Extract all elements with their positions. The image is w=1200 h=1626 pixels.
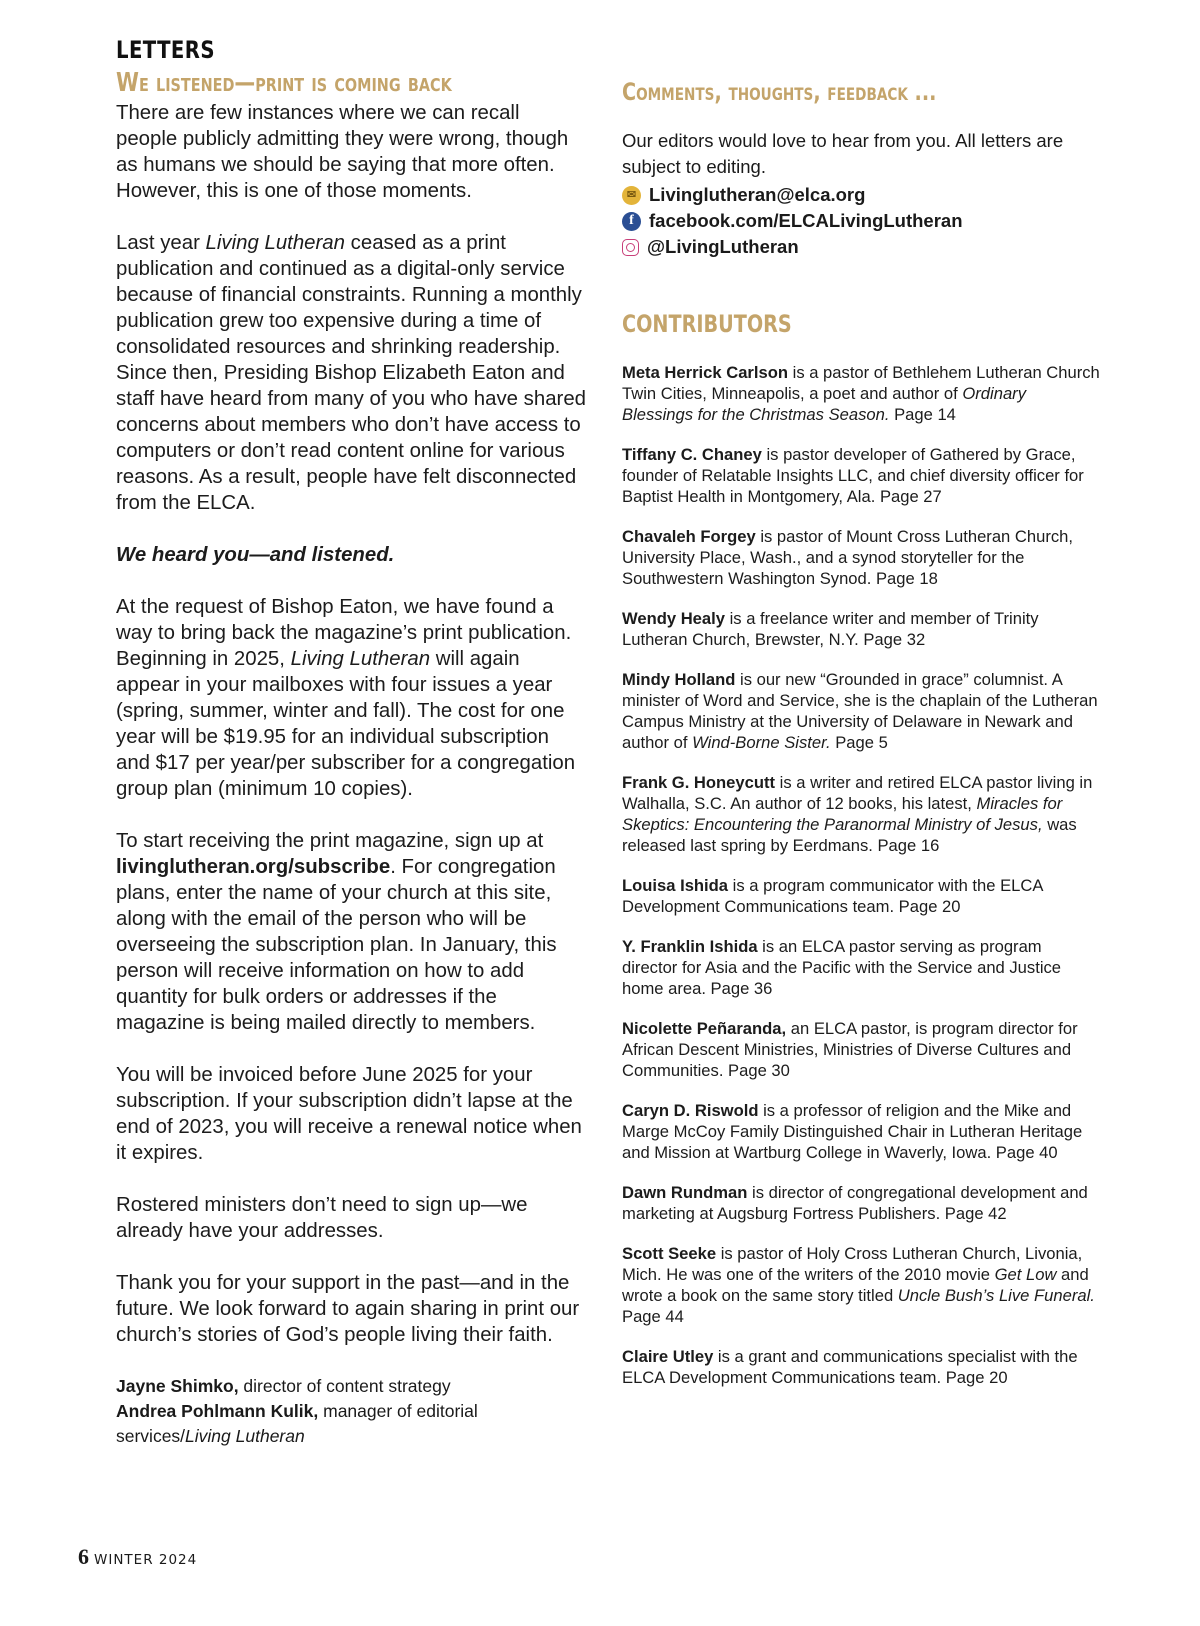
contributor-name: Scott Seeke: [622, 1244, 717, 1263]
contact-list: [622, 182, 1100, 260]
contributor-item: [622, 936, 1100, 999]
contributor-item: [622, 362, 1100, 425]
paragraph-text: There are few instances where we can recall people publicly admitting they were wrong, though as humans we should be saying that more often. However, this is one of those moments.: [116, 102, 569, 202]
paragraph-emphasis: We heard you—and listened.: [116, 544, 395, 566]
instagram-icon: [622, 239, 639, 256]
paragraph-text: At the request of Bishop Eaton, we have found a way to bring back the magazine’s print publication. Beginning in 2025,: [116, 596, 572, 670]
contributor-bio: is pastor developer of Gathered by Grace, founder of Relatable Insights LLC, and chief diversity officer for Baptist Health in Montgomery, Ala. Page 27: [622, 445, 1084, 506]
contributor-item: [622, 669, 1100, 753]
contributor-bio: Page 5: [830, 733, 888, 752]
contributor-bio: is pastor of Holy Cross Lutheran Church, Livonia, Mich. He was one of the writers of the 2010 movie: [622, 1244, 1083, 1284]
contributor-item: [622, 1243, 1100, 1327]
facebook-link[interactable]: facebook.com/ELCALivingLutheran: [649, 210, 963, 231]
contributor-name: Claire Utley: [622, 1347, 714, 1366]
contributor-name: Dawn Rundman: [622, 1183, 748, 1202]
contributor-item: [622, 608, 1100, 650]
contributor-bio: is director of congregational development and marketing at Augsburg Fortress Publishers. Page 42: [622, 1183, 1088, 1223]
article-headline: We listened—print is coming back: [116, 68, 452, 98]
subscribe-link[interactable]: livinglutheran.org/subscribe: [116, 856, 391, 878]
contributor-work-title: Ordinary Blessings for the Christmas Season.: [622, 384, 1027, 424]
instagram-link[interactable]: @LivingLutheran: [647, 236, 799, 257]
contributor-item: [622, 526, 1100, 589]
email-link[interactable]: Livinglutheran@elca.org: [649, 184, 866, 205]
contributor-bio: an ELCA pastor, is program director for African Descent Ministries, Ministries of Diverse Cultures and Communities. Page 30: [622, 1019, 1078, 1080]
signer-name: Jayne Shimko,: [116, 1376, 239, 1396]
contributor-bio: is a program communicator with the ELCA Development Communications team. Page 20: [622, 876, 1043, 916]
paragraph-text: Last year: [116, 232, 206, 254]
publication-title: Living Lutheran: [205, 232, 345, 254]
contributor-bio: is a freelance writer and member of Trinity Lutheran Church, Brewster, N.Y. Page 32: [622, 609, 1039, 649]
contributor-item: [622, 1182, 1100, 1224]
contributor-name: Tiffany C. Chaney: [622, 445, 762, 464]
paragraph-text: Thank you for your support in the past—and in the future. We look forward to again sharing in print our church’s stories of God’s people living their faith.: [116, 1272, 580, 1346]
contributors-heading: CONTRIBUTORS: [622, 310, 792, 338]
sidebar-column: [622, 78, 1100, 1407]
issue-label: WINTER 2024: [94, 1552, 198, 1568]
paragraph: [116, 230, 586, 516]
mail-icon: ✉: [622, 186, 641, 205]
paragraph: [116, 1062, 586, 1166]
contributor-bio: is a pastor of Bethlehem Lutheran Church Twin Cities, Minneapolis, a poet and author of: [622, 363, 1100, 403]
contributor-name: Mindy Holland: [622, 670, 736, 689]
paragraph: [116, 1192, 586, 1244]
paragraph: [116, 100, 586, 204]
contributor-item: [622, 1346, 1100, 1388]
contributor-bio: Page 14: [889, 405, 956, 424]
contributor-work-title: Wind-Borne Sister.: [692, 733, 831, 752]
contributor-bio: is our new “Grounded in grace” columnist. A minister of Word and Service, she is the chaplain of the Lutheran Campus Ministry at the University of Delaware in Newark and author of: [622, 670, 1098, 752]
contributor-bio: was released last spring by Eerdmans. Page 16: [622, 815, 1077, 855]
facebook-icon: f: [622, 212, 641, 231]
signer-role: director of content strategy: [238, 1376, 451, 1396]
contributor-bio: is a grant and communications specialist with the ELCA Development Communications team. Page 20: [622, 1347, 1078, 1387]
feedback-intro: Our editors would love to hear from you. All letters are subject to editing.: [622, 130, 1064, 177]
contributor-bio: is an ELCA pastor serving as program director for Asia and the Pacific with the Service and Justice home area. Page 36: [622, 937, 1062, 998]
contributor-name: Louisa Ishida: [622, 876, 729, 895]
signer-name: Andrea Pohlmann Kulik,: [116, 1401, 319, 1421]
paragraph-text: You will be invoiced before June 2025 for your subscription. If your subscription didn’t lapse at the end of 2023, you will receive a renewal notice when it expires.: [116, 1064, 582, 1164]
paragraph-text: will again appear in your mailboxes with four issues a year (spring, summer, winter and fall). The cost for one year will be $19.95 for an individual subscription and $17 per year/per subscriber for a congregation group plan (minimum 10 copies).: [116, 648, 576, 800]
contributor-item: [622, 444, 1100, 507]
paragraph-text: Rostered ministers don’t need to sign up—we already have your addresses.: [116, 1194, 528, 1242]
contributor-bio: is a writer and retired ELCA pastor living in Walhalla, S.C. An author of 12 books, his latest,: [622, 773, 1093, 813]
publication-title: Living Lutheran: [290, 648, 431, 670]
signature-line: [116, 1399, 586, 1449]
contributor-name: Y. Franklin Ishida: [622, 937, 758, 956]
feedback-heading: Comments, thoughts, feedback ...: [622, 78, 937, 106]
page-footer: [78, 1544, 197, 1570]
contributor-name: Meta Herrick Carlson: [622, 363, 789, 382]
contributor-bio: and wrote a book on the same story titled: [622, 1265, 1089, 1305]
paragraph-text: To start receiving the print magazine, sign up at: [116, 830, 544, 852]
contact-email[interactable]: [622, 182, 1100, 208]
signer-role: manager of editorial services/: [116, 1401, 478, 1446]
contributor-name: Wendy Healy: [622, 609, 725, 628]
contact-instagram[interactable]: [622, 234, 1100, 260]
publication-title: Living Lutheran: [185, 1426, 305, 1446]
letter-body: [116, 100, 586, 1348]
contributor-work-title: Uncle Bush’s Live Funeral.: [897, 1286, 1095, 1305]
paragraph: [116, 828, 586, 1036]
paragraph: [116, 594, 586, 802]
paragraph: [116, 1270, 586, 1348]
contributor-item: [622, 875, 1100, 917]
contributor-item: [622, 1018, 1100, 1081]
contributor-work-title: Get Low: [994, 1265, 1057, 1284]
contributor-item: [622, 1100, 1100, 1163]
contact-facebook[interactable]: [622, 208, 1100, 234]
contributor-bio: Page 44: [622, 1307, 684, 1326]
contributor-name: Chavaleh Forgey: [622, 527, 756, 546]
paragraph-text: ceased as a print publication and continued as a digital-only service because of financial constraints. Running a monthly publication grew too expensive during a time of consolidated resources and shrinking readership. Since then, Presiding Bishop Elizabeth Eaton and staff have heard from many of you who have shared concerns about members who don’t have access to computers or don’t read content online for various reasons. As a result, people have felt disconnected from the ELCA.: [116, 232, 587, 514]
contributor-name: Caryn D. Riswold: [622, 1101, 759, 1120]
contributor-item: [622, 772, 1100, 856]
contributor-bio: is a professor of religion and the Mike and Marge McCoy Family Distinguished Chair in Lutheran Heritage and Mission at Wartburg College in Waverly, Iowa. Page 40: [622, 1101, 1083, 1162]
contributor-name: Nicolette Peñaranda,: [622, 1019, 787, 1038]
paragraph-text: . For congregation plans, enter the name of your church at this site, along with the email of the person who will be overseeing the subscription plan. In January, this person will receive information on how to add quantity for bulk orders or addresses if the magazine is being mailed directly to members.: [116, 856, 557, 1034]
section-label: LETTERS: [116, 36, 215, 64]
contributor-name: Frank G. Honeycutt: [622, 773, 776, 792]
signatures: [116, 1374, 586, 1449]
contributor-work-title: Miracles for Skeptics: Encountering the Paranormal Ministry of Jesus,: [622, 794, 1063, 834]
contributors-list: [622, 362, 1100, 1388]
signature-line: [116, 1374, 586, 1399]
contributor-bio: is pastor of Mount Cross Lutheran Church, University Place, Wash., and a synod storyteller for the Southwestern Washington Synod. Page 18: [622, 527, 1073, 588]
page-number: 6: [78, 1544, 89, 1569]
letters-column: [116, 36, 586, 1449]
